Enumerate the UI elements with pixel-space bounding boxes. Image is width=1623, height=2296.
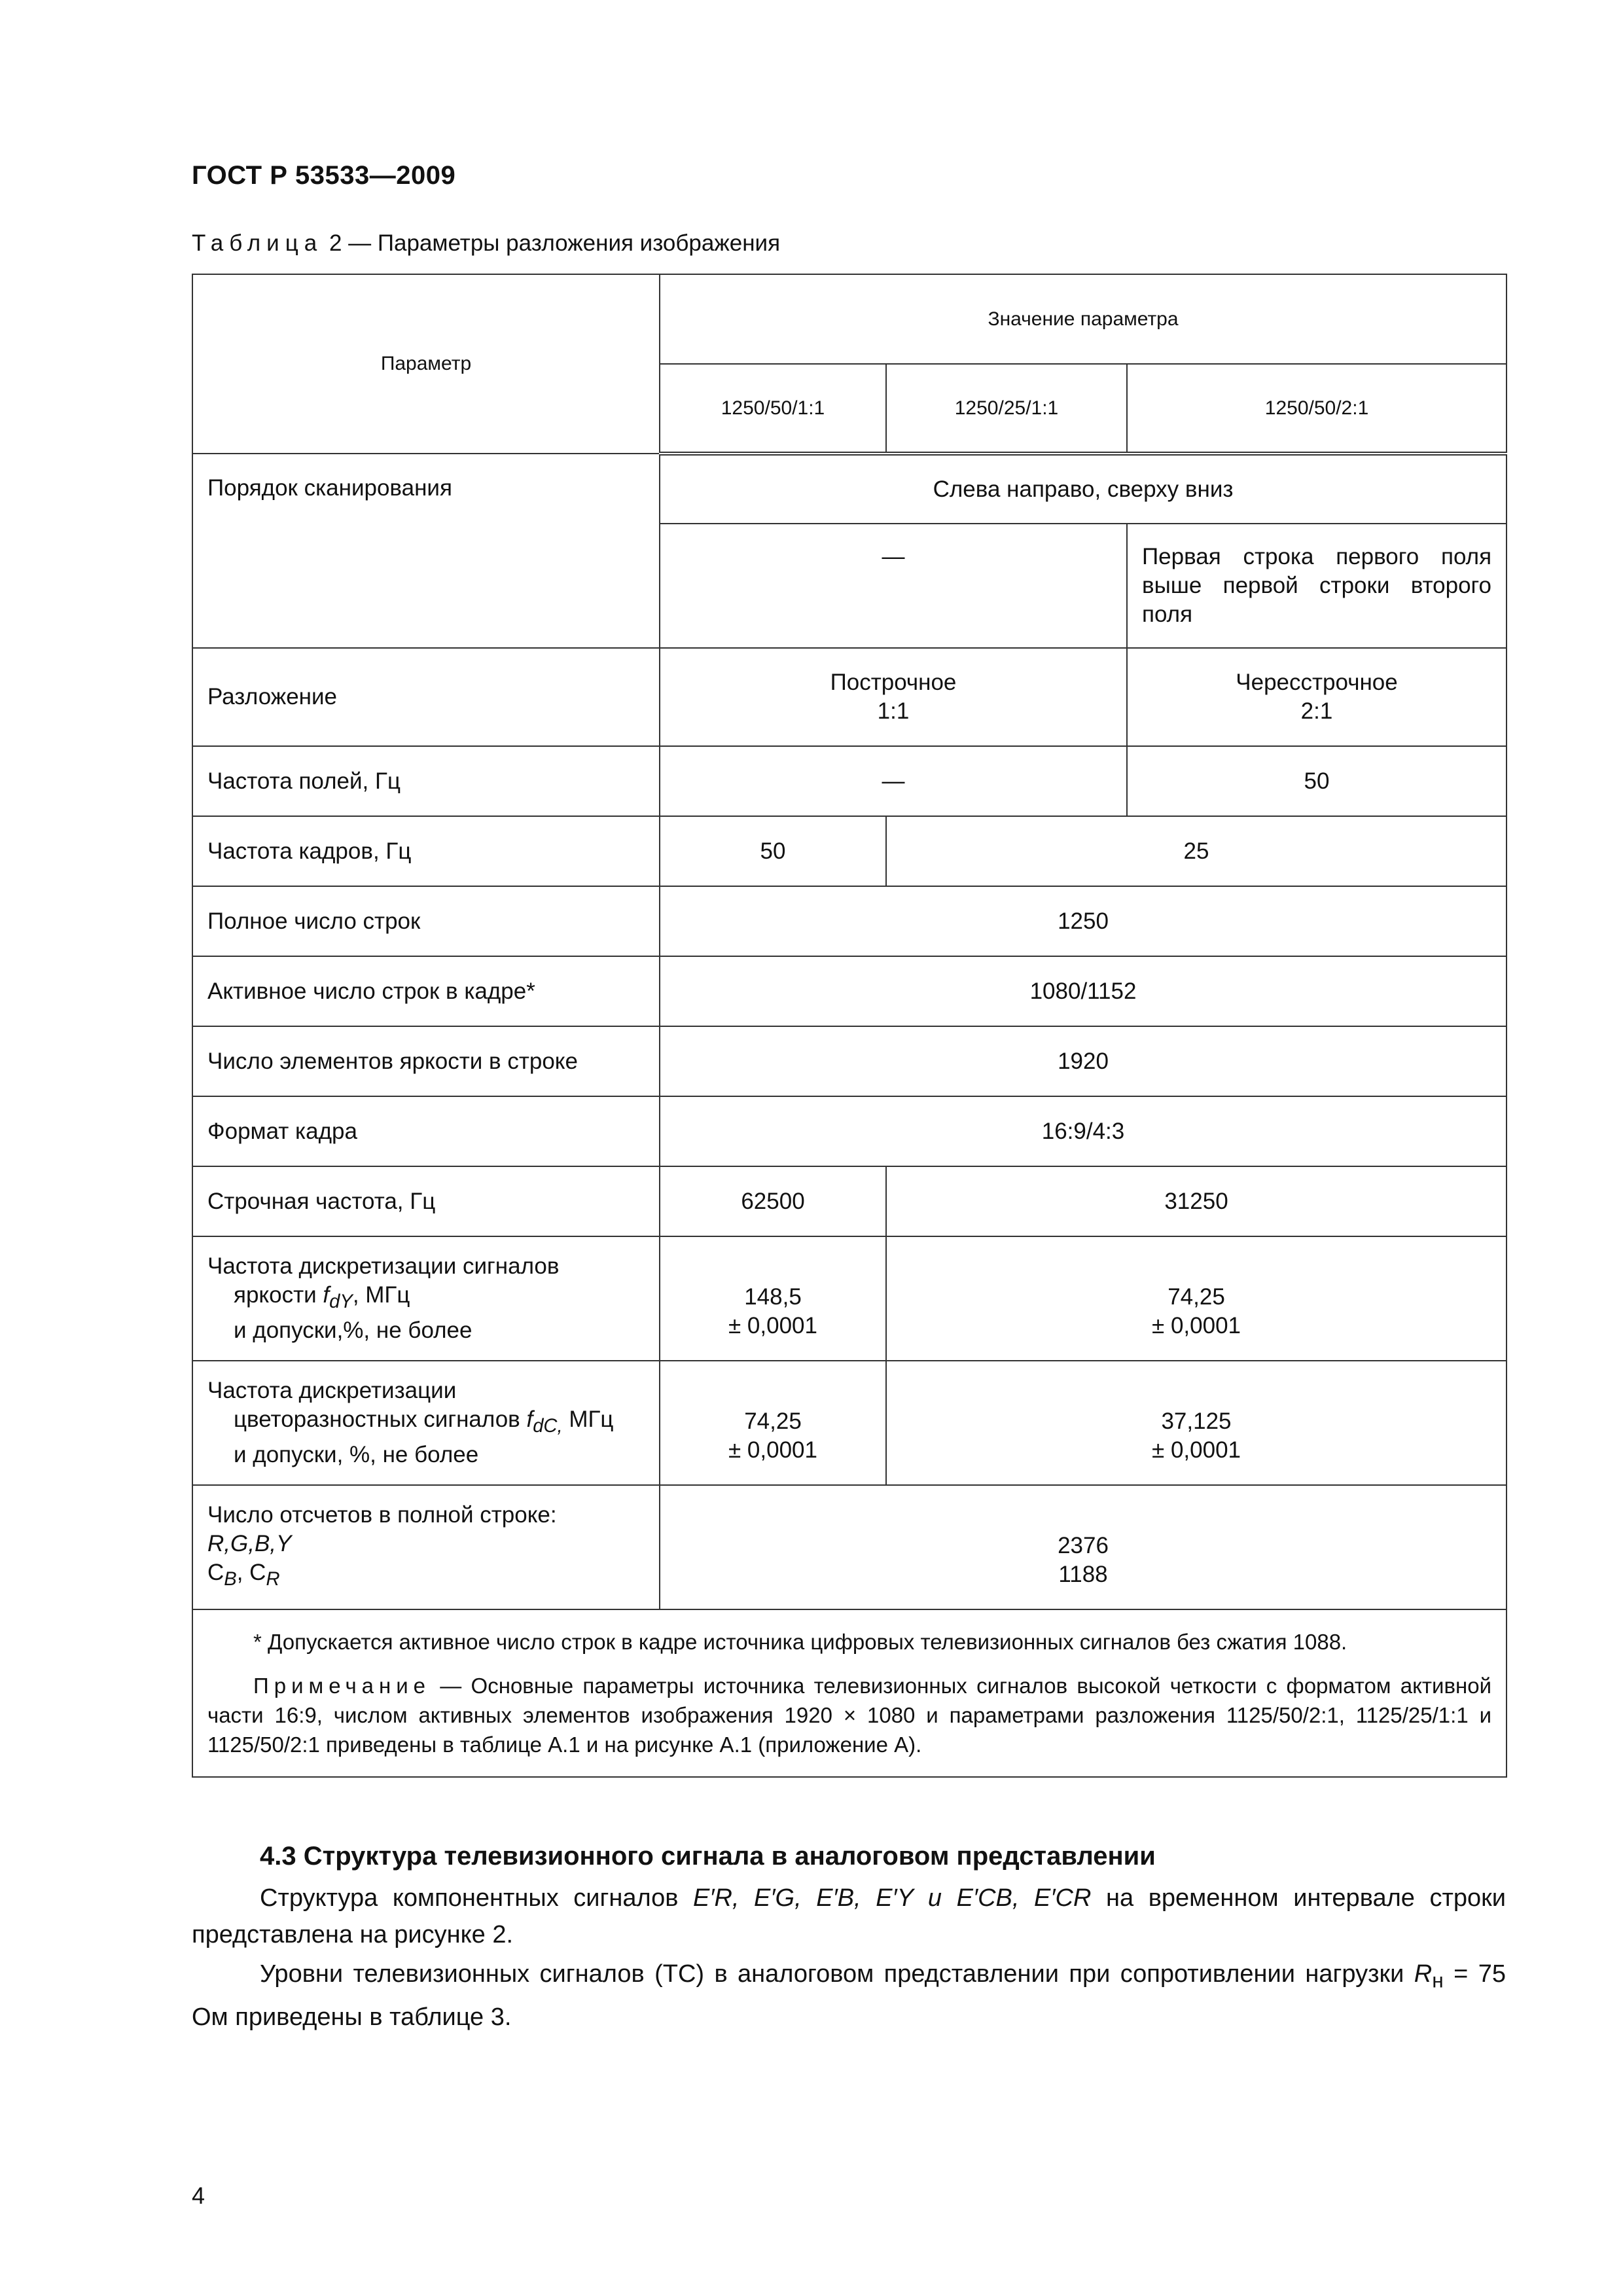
field-rate-value: 50 [1127,746,1507,816]
luma-sampling-subscript: dY [329,1291,353,1312]
table-note-word: Примечание [253,1674,431,1698]
chroma-sampling-line-1: Частота дискретизации [207,1378,457,1403]
paragraph-2 [192,1956,1506,2036]
chroma-sampling-text: цветоразностных сигналов [234,1407,527,1432]
document-code: ГОСТ Р 53533—2009 [192,161,456,190]
row-label-line-frequency: Строчная частота, Гц [192,1166,660,1236]
header-col-1250-50-2-1: 1250/50/2:1 [1127,364,1507,454]
table-footnote: * Допускается активное число строк в кадре источника цифровых телевизионных сигналов без сжатия 1088. [253,1630,1347,1654]
samples-cr-subscript: R [266,1569,280,1590]
table-row [192,956,1507,1026]
row-label-field-rate: Частота полей, Гц [192,746,660,816]
luma-sampling-value-2 [886,1236,1507,1361]
chroma-sampling-tolerance-2: ± 0,0001 [1152,1437,1241,1463]
row-label-frame-rate: Частота кадров, Гц [192,816,660,886]
luma-sampling-rate-1: 148,5 [744,1284,802,1310]
luma-sampling-value-1 [660,1236,886,1361]
chroma-sampling-line-3: и допуски, %, не более [234,1442,479,1467]
samples-line-1: Число отсчетов в полной строке: [207,1502,557,1528]
table-row [192,454,1507,524]
paragraph-1-end: на временном интервале строки представлена на рисунке 2. [192,1884,1507,1948]
luma-sampling-line-1: Частота дискретизации сигналов [207,1253,560,1279]
chroma-sampling-unit: МГц [562,1407,614,1432]
table-notes [192,1609,1507,1777]
table-row [192,1026,1507,1096]
row-label-scan-order: Порядок сканирования [192,454,660,648]
chroma-sampling-symbol: f [526,1407,533,1432]
row-label-decomposition: Разложение [192,648,660,746]
row-label-active-lines: Активное число строк в кадре* [192,956,660,1026]
decomposition-interlaced-ratio: 2:1 [1300,698,1333,724]
paragraph-1-start: Структура компонентных сигналов [260,1884,693,1912]
table-row [192,1166,1507,1236]
table-caption-word: Таблица [192,230,323,256]
luma-sampling-unit: , МГц [352,1282,410,1308]
samples-value-cbcr: 1188 [1058,1562,1108,1587]
luma-sampling-symbol: f [323,1282,330,1308]
samples-line-2: R,G,B,Y [207,1531,292,1556]
chroma-sampling-rate-2: 37,125 [1161,1408,1232,1434]
chroma-sampling-value-1 [660,1361,886,1485]
table-row [192,746,1507,816]
header-value: Значение параметра [660,274,1507,364]
aspect-value: 16:9/4:3 [660,1096,1507,1166]
table-note-text: — Основные параметры источника телевизионных сигналов высокой четкости с форматом активной части 16:9, числом активных элементов изображения 1920 × 1080 и параметрами разложения 1125/50/2:1, 1125/25/1:1 и 1125/50/2:1 приведены в таблице А.1 и на рисунке А.1 (приложение А). [207,1674,1492,1757]
decomposition-progressive-label: Построчное [830,670,957,695]
luma-sampling-line-3: и допуски,%, не более [234,1318,473,1343]
paragraph-1 [192,1880,1506,1953]
frame-rate-value-2: 25 [886,816,1507,886]
paragraph-2-symbol: R [1414,1960,1433,1988]
paragraph-1-text [192,1880,1506,1953]
luma-sampling-text: яркости [234,1282,323,1308]
luma-sampling-rate-2: 74,25 [1168,1284,1225,1310]
luma-elements-value: 1920 [660,1026,1507,1096]
header-param: Параметр [192,274,660,454]
section-title: 4.3 Структура телевизионного сигнала в аналоговом представлении [260,1842,1156,1871]
scan-order-dash: — [660,524,1127,648]
page-number: 4 [192,2182,205,2209]
chroma-sampling-tolerance-1: ± 0,0001 [728,1437,817,1463]
chroma-sampling-rate-1: 74,25 [744,1408,802,1434]
row-label-total-lines: Полное число строк [192,886,660,956]
scan-order-interlaced: Первая строка первого поля выше первой строки второго поля [1127,524,1507,648]
scan-order-value: Слева направо, сверху вниз [660,454,1507,524]
table-row [192,1609,1507,1777]
row-label-aspect: Формат кадра [192,1096,660,1166]
luma-sampling-line-2 [207,1281,645,1316]
chroma-sampling-subscript: dC, [533,1416,563,1437]
luma-sampling-tolerance-2: ± 0,0001 [1152,1313,1241,1338]
field-rate-dash: — [660,746,1127,816]
samples-line-3 [207,1560,280,1590]
paragraph-1-signals: E′R, E′G, E′B, E′Y и E′CB, E′CR [693,1884,1092,1912]
table-row [192,648,1507,746]
samples-cb-subscript: B [224,1569,237,1590]
decomposition-progressive [660,648,1127,746]
chroma-sampling-value-2 [886,1361,1507,1485]
table-row [192,1096,1507,1166]
paragraph-2-start: Уровни телевизионных сигналов (ТС) в аналоговом представлении при сопротивлении нагрузки [260,1960,1414,1988]
paragraph-2-text [192,1956,1506,2036]
table-row [192,886,1507,956]
table-row [192,1485,1507,1609]
row-label-luma-sampling [192,1236,660,1361]
paragraph-2-end: = 75 Ом приведены в таблице 3. [192,1960,1506,2031]
header-col-1250-50-1-1: 1250/50/1:1 [660,364,886,454]
line-frequency-value-1: 62500 [660,1166,886,1236]
decomposition-progressive-ratio: 1:1 [877,698,910,724]
samples-value-rgby: 2376 [1058,1533,1109,1558]
total-lines-value: 1250 [660,886,1507,956]
table-note [207,1671,1491,1759]
row-label-luma-elements: Число элементов яркости в строке [192,1026,660,1096]
table-row [192,1361,1507,1485]
frame-rate-value-1: 50 [660,816,886,886]
samples-cb-letter: C [207,1560,224,1585]
line-frequency-value-2: 31250 [886,1166,1507,1236]
table-row [192,816,1507,886]
decomposition-interlaced-label: Чересстрочное [1236,670,1398,695]
parameters-table [192,274,1507,1778]
decomposition-interlaced [1127,648,1507,746]
row-label-chroma-sampling [192,1361,660,1485]
samples-value [660,1485,1507,1609]
table-caption-title: 2 — Параметры разложения изображения [323,230,781,256]
row-label-samples-per-line [192,1485,660,1609]
active-lines-value: 1080/1152 [660,956,1507,1026]
table-caption [192,230,780,257]
table-row [192,1236,1507,1361]
samples-cr-letter: , C [236,1560,266,1585]
chroma-sampling-line-2 [207,1405,645,1441]
luma-sampling-tolerance-1: ± 0,0001 [728,1313,817,1338]
paragraph-2-subscript: н [1432,1968,1444,1992]
header-col-1250-25-1-1: 1250/25/1:1 [886,364,1127,454]
